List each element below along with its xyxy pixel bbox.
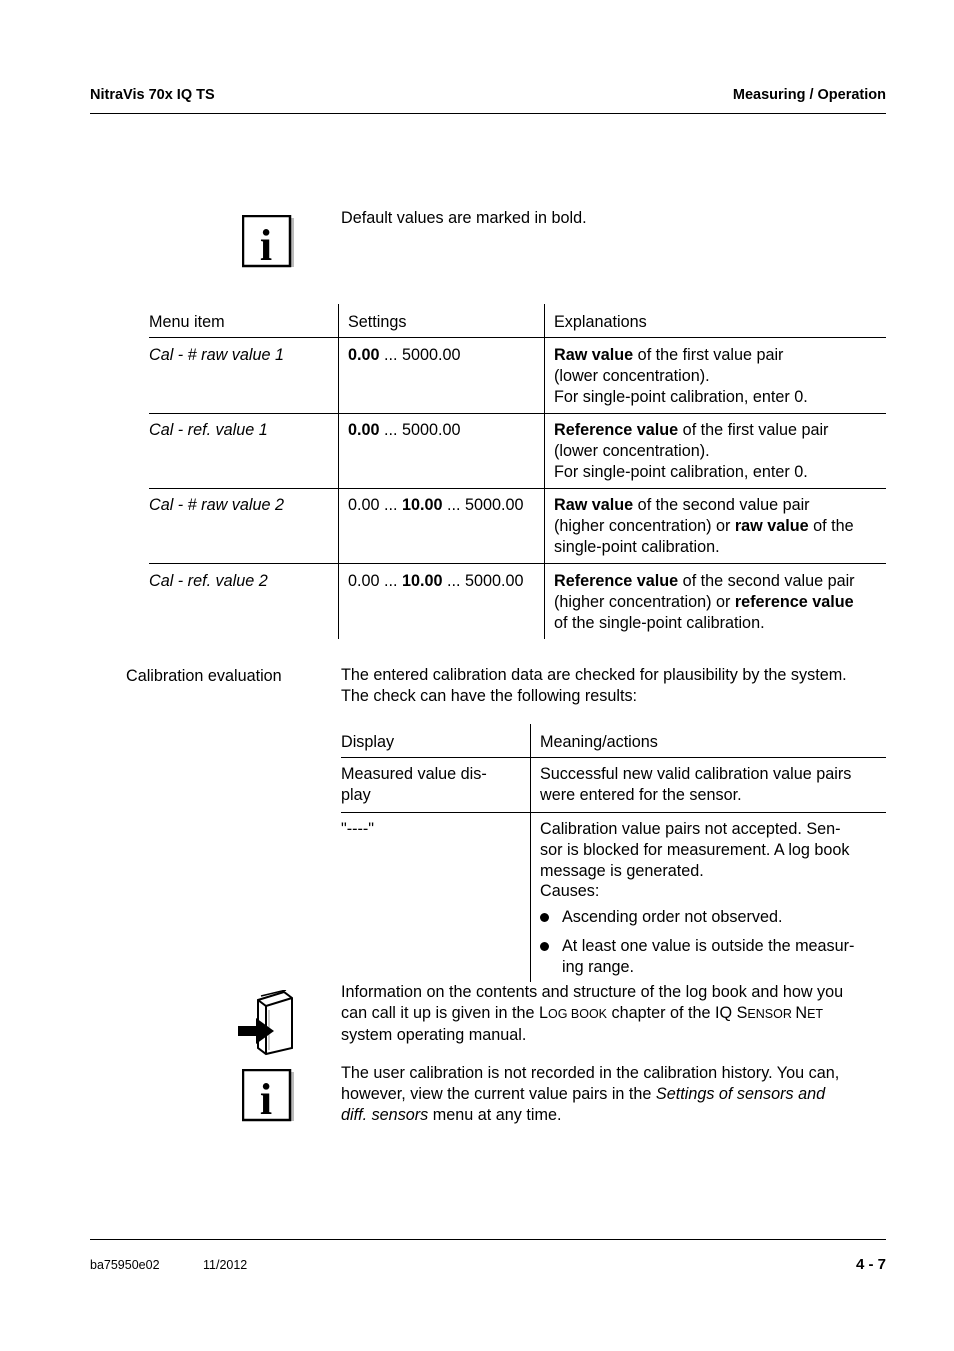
menu-item-cell: Cal - # raw value 1 (149, 346, 284, 364)
manual-reference-icon (236, 990, 296, 1061)
bullet-icon (540, 942, 549, 951)
document-number: ba75950e02 (90, 1258, 160, 1272)
running-header-section: Measuring / Operation (732, 87, 886, 103)
bullet-text: Ascending order not observed. (562, 908, 783, 926)
explanation-cell: Reference value of the second value pair (higher concentration) or reference value of the single-point calibration. (554, 572, 855, 632)
bullet-item (540, 936, 549, 957)
info-icon (242, 215, 296, 274)
bullet-icon (540, 913, 549, 922)
explanation-cell: Raw value of the second value pair (higher concentration) or raw value of the single-point calibration. (554, 496, 854, 556)
meaning-cell: Calibration value pairs not accepted. Sen- sor is blocked for measurement. A log book message is generated. Causes: (540, 820, 850, 901)
col-header-settings: Settings (348, 313, 407, 331)
bullet-text: At least one value is outside the measur- ing range. (562, 937, 855, 976)
settings-cell: 0.00 ... 5000.00 (348, 346, 461, 364)
col-header-menu-item: Menu item (149, 313, 225, 331)
footer-rule (90, 1239, 886, 1240)
settings-cell: 0.00 ... 5000.00 (348, 421, 461, 439)
explanation-cell: Raw value of the first value pair (lower concentration). For single-point calibration, enter 0. (554, 346, 808, 406)
meaning-cell: Successful new valid calibration value pairs were entered for the sensor. (540, 765, 852, 804)
settings-cell: 0.00 ... 10.00 ... 5000.00 (348, 572, 524, 590)
info-icon (242, 1069, 296, 1128)
col-header-meaning: Meaning/actions (540, 733, 658, 751)
section-side-label: Calibration evaluation (126, 667, 282, 685)
running-header-title: NitraVis 70x IQ TS (90, 87, 215, 103)
col-header-display: Display (341, 733, 395, 751)
cal-eval-intro: The entered calibration data are checked for plausibility by the system. The check can have the following results: (341, 666, 847, 705)
header-rule (90, 113, 886, 114)
svg-text:i: i (259, 1075, 273, 1123)
calibration-history-note: The user calibration is not recorded in the calibration history. You can, however, view the current value pairs in the Settings of sensors and diff. sensors menu at any time. (341, 1064, 840, 1124)
menu-item-cell: Cal - ref. value 2 (149, 572, 268, 590)
explanation-cell: Reference value of the first value pair (lower concentration). For single-point calibration, enter 0. (554, 421, 829, 481)
menu-item-cell: Cal - ref. value 1 (149, 421, 268, 439)
bullet-item (540, 907, 549, 928)
display-cell: Measured value dis- play (341, 765, 487, 804)
col-header-explanations: Explanations (554, 313, 647, 331)
page-number: 4 - 7 (855, 1256, 886, 1273)
document-date: 11/2012 (203, 1258, 248, 1272)
settings-cell: 0.00 ... 10.00 ... 5000.00 (348, 496, 524, 514)
display-cell: "----" (341, 820, 375, 838)
svg-text:i: i (259, 221, 273, 269)
logbook-note: Information on the contents and structure of the log book and how you can call it up is given in the LOG BOOK chapter of the IQ SENSOR NET system operating manual. (341, 983, 844, 1044)
menu-item-cell: Cal - # raw value 2 (149, 496, 284, 514)
default-values-note: Default values are marked in bold. (341, 209, 587, 227)
